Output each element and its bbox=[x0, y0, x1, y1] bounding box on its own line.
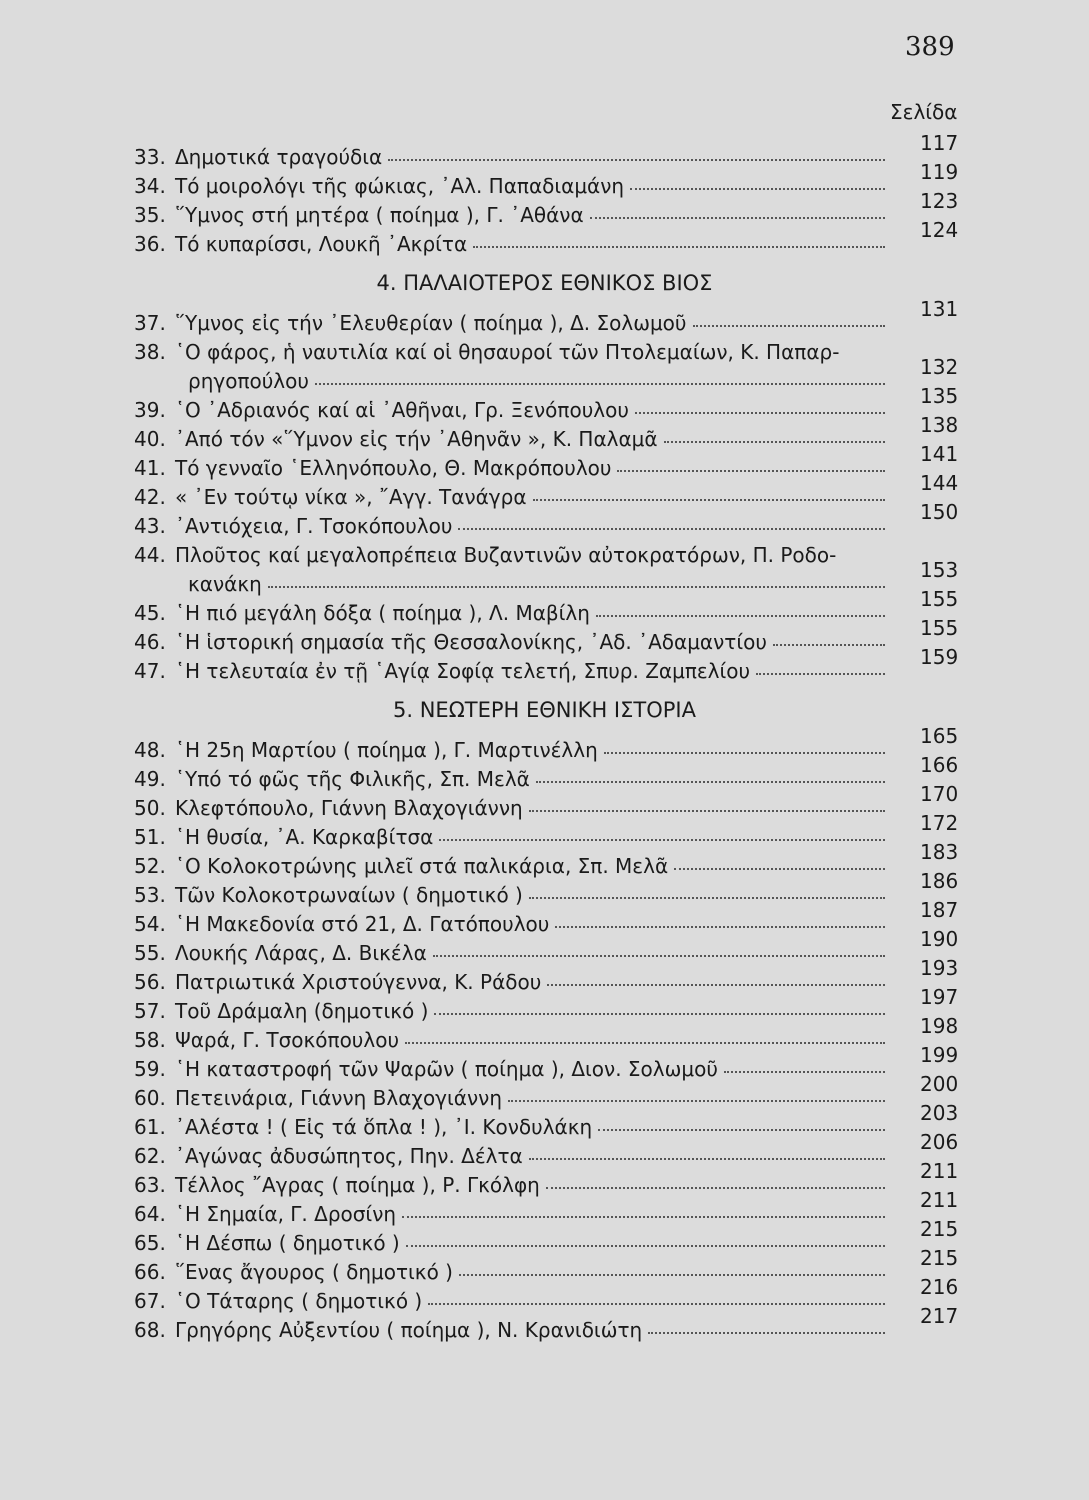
entry-number: 55. bbox=[134, 941, 166, 965]
entry-page-number: 131 bbox=[920, 297, 959, 321]
entry-number: 58. bbox=[134, 1028, 166, 1052]
entry-page-number: 211 bbox=[920, 1188, 959, 1212]
entry-page-number: 117 bbox=[920, 131, 959, 155]
entry-title: Πλοῦτος καί μεγαλοπρέπεια Βυζαντινῶν αὐτοκρατόρων, Π. Ροδο- bbox=[175, 543, 837, 567]
leader-dots bbox=[434, 1013, 885, 1015]
entry-page-number: 217 bbox=[920, 1304, 959, 1328]
leader-dots bbox=[459, 1274, 885, 1276]
entry-title: ᾽Από τόν «῞Υμνον εἰς τήν ᾽Αθηνᾶν », Κ. Παλαμᾶ bbox=[175, 427, 658, 451]
entry-title: ῞Υμνος εἰς τήν ᾽Ελευθερίαν ( ποίημα ), Δ. Σολωμοῦ bbox=[175, 311, 687, 335]
leader-dots bbox=[630, 188, 885, 190]
leader-dots bbox=[433, 955, 885, 957]
entry-page-number: 203 bbox=[920, 1101, 959, 1125]
entry-number: 41. bbox=[134, 456, 166, 480]
leader-dots bbox=[596, 615, 885, 617]
leader-dots bbox=[428, 1303, 885, 1305]
entry-page-number: 141 bbox=[920, 442, 959, 466]
leader-dots bbox=[529, 810, 885, 812]
entry-title: ῾Ο Τάταρης ( δημοτικό ) bbox=[175, 1289, 423, 1313]
entry-number: 43. bbox=[134, 514, 166, 538]
entry-number: 37. bbox=[134, 311, 166, 335]
entry-page-number: 159 bbox=[920, 645, 959, 669]
entry-title: Γρηγόρης Αὐξεντίου ( ποίημα ), Ν. Κρανιδιώτη bbox=[175, 1318, 643, 1342]
leader-dots bbox=[388, 159, 885, 161]
leader-dots bbox=[555, 926, 885, 928]
entry-title: ῾Η Μακεδονία στό 21, Δ. Γατόπουλου bbox=[175, 912, 550, 936]
entry-title: Ψαρά, Γ. Τσοκόπουλου bbox=[175, 1028, 400, 1052]
entry-number: 47. bbox=[134, 659, 166, 683]
entry-page-number: 215 bbox=[920, 1246, 959, 1270]
entry-title: ῾Η πιό μεγάλη δόξα ( ποίημα ), Λ. Μαβίλη bbox=[175, 601, 590, 625]
entry-number: 51. bbox=[134, 825, 166, 849]
leader-dots bbox=[439, 839, 885, 841]
entry-page-number: 199 bbox=[920, 1043, 959, 1067]
section-heading: 4. ΠΑΛΑΙΟΤΕΡΟΣ ΕΘΝΙΚΟΣ ΒΙΟΣ bbox=[376, 271, 713, 295]
leader-dots bbox=[773, 644, 885, 646]
entry-title: ῞Ενας ἄγουρος ( δημοτικό ) bbox=[175, 1260, 453, 1284]
leader-dots bbox=[664, 441, 885, 443]
entry-number: 35. bbox=[134, 203, 166, 227]
entry-title: ᾽Αντιόχεια, Γ. Τσοκόπουλου bbox=[175, 514, 453, 538]
entry-number: 63. bbox=[134, 1173, 166, 1197]
leader-dots bbox=[756, 673, 885, 675]
entry-title: ῾Η 25η Μαρτίου ( ποίημα ), Γ. Μαρτινέλλη bbox=[175, 738, 598, 762]
toc-entry bbox=[0, 297, 1089, 341]
entry-number: 68. bbox=[134, 1318, 166, 1342]
entry-number: 50. bbox=[134, 796, 166, 820]
leader-dots bbox=[648, 1332, 885, 1334]
toc-entry bbox=[0, 218, 1089, 262]
entry-page-number: 138 bbox=[920, 413, 959, 437]
entry-title: Τό μοιρολόγι τῆς φώκιας, ᾽Αλ. Παπαδιαμάνη bbox=[175, 174, 625, 198]
entry-title: ᾽Αλέστα ! ( Εἰς τά ὅπλα ! ), ᾽Ι. Κονδυλάκη bbox=[175, 1115, 593, 1139]
entry-page-number: 183 bbox=[920, 840, 959, 864]
entry-number: 38. bbox=[134, 340, 166, 364]
leader-dots bbox=[508, 1100, 885, 1102]
entry-number: 54. bbox=[134, 912, 166, 936]
entry-page-number: 215 bbox=[920, 1217, 959, 1241]
leader-dots bbox=[406, 1245, 885, 1247]
entry-title: Τό κυπαρίσσι, Λουκῆ ᾽Ακρίτα bbox=[175, 232, 468, 256]
leader-dots bbox=[546, 1187, 885, 1189]
leader-dots bbox=[268, 586, 885, 588]
entry-number: 34. bbox=[134, 174, 166, 198]
toc-entry bbox=[0, 500, 1089, 544]
entry-number: 64. bbox=[134, 1202, 166, 1226]
leader-dots bbox=[724, 1071, 885, 1073]
entry-page-number: 150 bbox=[920, 500, 959, 524]
entry-number: 42. bbox=[134, 485, 166, 509]
entry-number: 66. bbox=[134, 1260, 166, 1284]
entry-page-number: 132 bbox=[920, 355, 959, 379]
entry-page-number: 165 bbox=[920, 724, 959, 748]
entry-title: ῾Ο ᾽Αδριανός καί αἱ ᾽Αθῆναι, Γρ. Ξενόπουλου bbox=[175, 398, 629, 422]
entry-title: Κλεφτόπουλο, Γιάννη Βλαχογιάννη bbox=[175, 796, 523, 820]
leader-dots bbox=[458, 528, 885, 530]
leader-dots bbox=[405, 1042, 885, 1044]
leader-dots bbox=[536, 781, 885, 783]
entry-page-number: 186 bbox=[920, 869, 959, 893]
entry-number: 49. bbox=[134, 767, 166, 791]
entry-title: Πετεινάρια, Γιάννη Βλαχογιάννη bbox=[175, 1086, 502, 1110]
toc-entry bbox=[0, 645, 1089, 689]
entry-page-number: 155 bbox=[920, 587, 959, 611]
entry-number: 65. bbox=[134, 1231, 166, 1255]
entry-page-number: 206 bbox=[920, 1130, 959, 1154]
entry-title: ῾Η ἱστορική σημασία τῆς Θεσσαλονίκης, ᾽Αδ. ᾽Αδαμαντίου bbox=[175, 630, 767, 654]
entry-page-number: 123 bbox=[920, 189, 959, 213]
entry-page-number: 193 bbox=[920, 956, 959, 980]
entry-page-number: 144 bbox=[920, 471, 959, 495]
entry-page-number: 187 bbox=[920, 898, 959, 922]
entry-page-number: 153 bbox=[920, 558, 959, 582]
entry-number: 67. bbox=[134, 1289, 166, 1313]
entry-number: 44. bbox=[134, 543, 166, 567]
leader-dots bbox=[604, 752, 885, 754]
toc-entry bbox=[0, 1304, 1089, 1348]
entry-page-number: 198 bbox=[920, 1014, 959, 1038]
entry-page-number: 170 bbox=[920, 782, 959, 806]
entry-title-continuation: ρηγοπούλου bbox=[188, 369, 309, 393]
entry-number: 46. bbox=[134, 630, 166, 654]
entry-number: 57. bbox=[134, 999, 166, 1023]
entry-title-continuation: κανάκη bbox=[188, 572, 262, 596]
leader-dots bbox=[674, 868, 885, 870]
entry-title: Τῶν Κολοκοτρωναίων ( δημοτικό ) bbox=[175, 883, 523, 907]
leader-dots bbox=[598, 1129, 885, 1131]
entry-page-number: 216 bbox=[920, 1275, 959, 1299]
entry-title: ῞Υμνος στή μητέρα ( ποίημα ), Γ. ᾽Αθάνα bbox=[175, 203, 584, 227]
entry-page-number: 155 bbox=[920, 616, 959, 640]
leader-dots bbox=[617, 470, 885, 472]
entry-number: 61. bbox=[134, 1115, 166, 1139]
entry-page-number: 124 bbox=[920, 218, 959, 242]
section-heading: 5. ΝΕΩΤΕΡΗ ΕΘΝΙΚΗ ΙΣΤΟΡΙΑ bbox=[393, 698, 696, 722]
leader-dots bbox=[693, 325, 886, 327]
leader-dots bbox=[315, 383, 885, 385]
entry-page-number: 166 bbox=[920, 753, 959, 777]
entry-number: 33. bbox=[134, 145, 166, 169]
entry-title: « ᾽Εν τούτῳ νίκα », ῎Αγγ. Τανάγρα bbox=[175, 485, 527, 509]
entry-title: ῾Η θυσία, ᾽Α. Καρκαβίτσα bbox=[175, 825, 434, 849]
leader-dots bbox=[529, 1158, 885, 1160]
leader-dots bbox=[473, 246, 885, 248]
entry-page-number: 119 bbox=[920, 160, 959, 184]
entry-number: 52. bbox=[134, 854, 166, 878]
entry-number: 45. bbox=[134, 601, 166, 625]
entry-number: 48. bbox=[134, 738, 166, 762]
entry-page-number: 197 bbox=[920, 985, 959, 1009]
entry-title: ᾽Αγώνας ἀδυσώπητος, Πην. Δέλτα bbox=[175, 1144, 523, 1168]
entry-title: Λουκής Λάρας, Δ. Βικέλα bbox=[175, 941, 427, 965]
page-number: 389 bbox=[905, 32, 955, 62]
entry-title: Τό γενναῖο ῾Ελληνόπουλο, Θ. Μακρόπουλου bbox=[175, 456, 612, 480]
entry-title: Τοῦ Δράμαλη (δημοτικό ) bbox=[175, 999, 429, 1023]
entry-title: ῾Η Δέσπω ( δημοτικό ) bbox=[175, 1231, 400, 1255]
entry-title: Δημοτικά τραγούδια bbox=[175, 145, 383, 169]
entry-title: Τέλλος ῎Αγρας ( ποίημα ), Ρ. Γκόλφη bbox=[175, 1173, 540, 1197]
entry-title: Πατριωτικά Χριστούγεννα, Κ. Ράδου bbox=[175, 970, 542, 994]
entry-title: ῾Ο φάρος, ἡ ναυτιλία καί οἱ θησαυροί τῶν Πτολεμαίων, Κ. Παπαρ- bbox=[175, 340, 840, 364]
entry-title: ῾Η τελευταία ἐν τῇ ῾Αγίᾳ Σοφίᾳ τελετή, Σπυρ. Ζαμπελίου bbox=[175, 659, 751, 683]
leader-dots bbox=[635, 412, 885, 414]
entry-number: 53. bbox=[134, 883, 166, 907]
leader-dots bbox=[533, 499, 885, 501]
entry-number: 56. bbox=[134, 970, 166, 994]
entry-page-number: 190 bbox=[920, 927, 959, 951]
leader-dots bbox=[529, 897, 885, 899]
leader-dots bbox=[402, 1216, 885, 1218]
entry-page-number: 135 bbox=[920, 384, 959, 408]
entry-title: ῾Η Σημαία, Γ. Δροσίνη bbox=[175, 1202, 397, 1226]
entry-title: ῾Η καταστροφή τῶν Ψαρῶν ( ποίημα ), Διον. Σολωμοῦ bbox=[175, 1057, 718, 1081]
entry-number: 62. bbox=[134, 1144, 166, 1168]
entry-title: ῾Υπό τό φῶς τῆς Φιλικῆς, Σπ. Μελᾶ bbox=[175, 767, 530, 791]
entry-title: ῾Ο Κολοκοτρώνης μιλεῖ στά παλικάρια, Σπ. Μελᾶ bbox=[175, 854, 669, 878]
entry-page-number: 211 bbox=[920, 1159, 959, 1183]
entry-number: 60. bbox=[134, 1086, 166, 1110]
page-column-header: Σελίδα bbox=[890, 100, 958, 124]
entry-number: 36. bbox=[134, 232, 166, 256]
entry-number: 40. bbox=[134, 427, 166, 451]
entry-number: 59. bbox=[134, 1057, 166, 1081]
leader-dots bbox=[547, 984, 885, 986]
leader-dots bbox=[590, 217, 885, 219]
entry-number: 39. bbox=[134, 398, 166, 422]
entry-page-number: 200 bbox=[920, 1072, 959, 1096]
entry-page-number: 172 bbox=[920, 811, 959, 835]
